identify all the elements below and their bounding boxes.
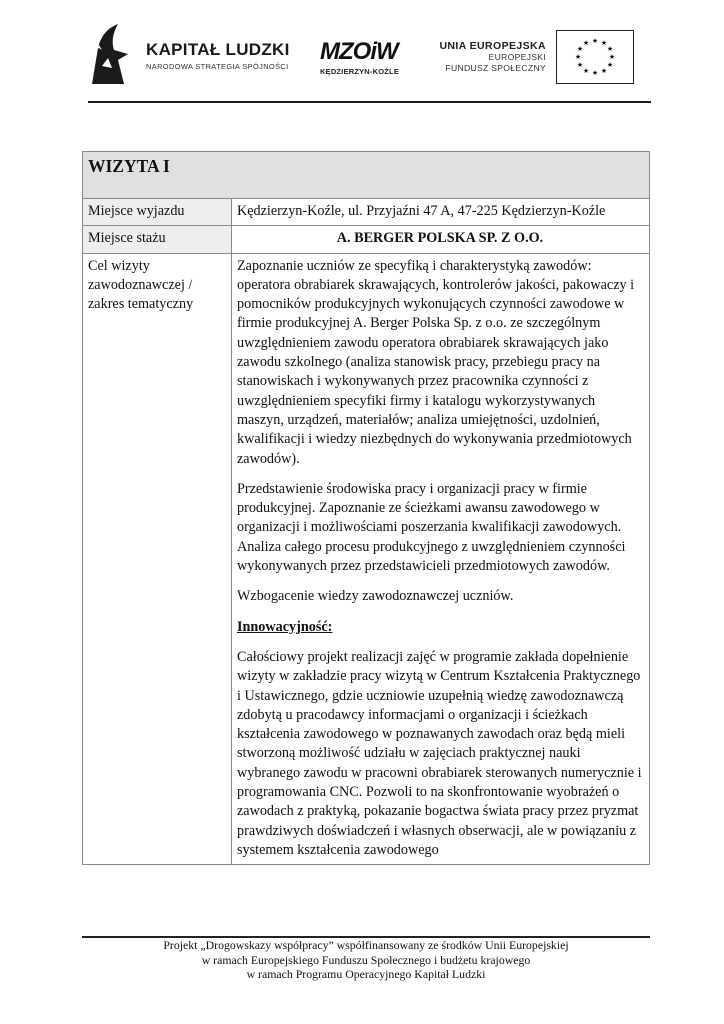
goal-label-line: zawodoznawczej / [88,276,193,293]
page-footer [82,938,650,982]
svg-text:★: ★ [574,53,582,61]
footer-line: w ramach Programu Operacyjnego Kapitał Ludzki [246,967,486,981]
kapital-ludzki-subtitle: NARODOWA STRATEGIA SPÓJNOŚCI [146,62,289,71]
page-header [88,18,651,100]
goal-label [83,253,232,865]
eu-line2: FUNDUSZ SPOŁECZNY [445,63,546,73]
goal-paragraph: Całościowy projekt realizacji zajęć w programie zakłada dopełnienie wizyty w zakładzie pracy wizytą w Centrum Kształcenia Praktycznego i Ustawicznego, gdzie uczniowie uzupełnią wiedzę zawodoznawczą zdobytą u pracodawcy informacjami o organizacji i ścieżkach kształcenia zawodowego w poznawanych zawodach oraz będą mieli stworzoną możliwość udziału w zajęciach praktycznej nauki wybranego zawodu w pracowni obrabiarek sterowanych numerycznie i programowania CNC. Pozwoli to na skonfrontowanie wyobrażeń o zawodach z praktyką, pokazanie bogactwa świata pracy przez pryzmat prawdziwych doświadczeń i własnych obserwacji, ale w powiązaniu z systemem kształcenia zawodowego [237,648,642,858]
kapital-ludzki-brand [146,40,290,71]
goal-paragraph: Wzbogacenie wiedzy zawodoznawczej uczniów. [237,588,514,605]
visit-table [82,151,650,865]
svg-text:★: ★ [600,67,608,75]
mzoiw-subtitle: KĘDZIERZYN-KOŹLE [320,67,400,76]
goal-label-line: zakres tematyczny [88,296,194,313]
svg-text:★: ★ [608,53,616,61]
kapital-ludzki-title: KAPITAŁ LUDZKI [146,40,290,59]
goal-content [232,253,650,865]
eu-brand [428,40,546,74]
innovation-heading: Innowacyjność: [237,618,333,635]
svg-text:★: ★ [591,37,599,45]
footer-line: Projekt „Drogowskazy współpracy” współfinansowany ze środków Unii Europejskiej [163,938,569,952]
internship-label: Miejsce stażu [83,226,232,253]
footer-line: w ramach Europejskiego Funduszu Społecznego i budżetu krajowego [201,952,531,967]
eu-line1: EUROPEJSKI [488,52,546,62]
svg-text:★: ★ [582,39,590,47]
goal-label-line: Cel wizyty [88,257,150,274]
departure-label: Miejsce wyjazdu [83,199,232,226]
goal-paragraph: Przedstawienie środowiska pracy i organizacji pracy w firmie produkcyjnej. Zapoznanie ze ścieżkami awansu zawodowego w organizacji i możliwościami poszerzania kwalifikacji zawodowych. Analiza całego procesu produkcyjnego z uwzględnieniem czynności wykonywanych przez przedstawicieli przedmiotowych zawodów. [237,480,626,575]
departure-value: Kędzierzyn-Koźle, ul. Przyjaźni 47 A, 47-225 Kędzierzyn-Koźle [232,199,650,226]
svg-text:★: ★ [582,67,590,75]
svg-text:★: ★ [576,61,584,69]
visit-title: WIZYTA I [83,152,650,199]
svg-text:★: ★ [606,45,614,53]
svg-text:★: ★ [606,61,614,69]
svg-text:★: ★ [600,39,608,47]
mzoiw-title: MZOiW [320,38,398,65]
header-divider [88,101,651,103]
goal-paragraph: Zapoznanie uczniów ze specyfiką i charakterystyką zawodów: operatora obrabiarek skrawających, kontrolerów jakości, pakowaczy i pomocników produkcyjnych wykonujących czynności zawodowe w firmie produkcyjnej A. Berger Polska Sp. z o.o. ze szczególnym uwzględnieniem zawodu operatora obrabiarek skrawających jako zawodu szkolnego (analiza stanowisk pracy, przebiegu pracy na stanowiskach i wykonywanych przez pracownika czynności z uwzględnieniem specyfiki firmy i katalogu wykorzystywanych maszyn, urządzeń, materiałów; analiza umiejętności, uzdolnień, kwalifikacji i wiedzy niezbędnych do wykonywania przedmiotowych zawodów). [237,257,635,467]
eu-title: UNIA EUROPEJSKA [439,40,546,52]
svg-text:★: ★ [576,45,584,53]
table-row [83,253,650,865]
table-title-row [83,152,650,199]
kapital-ludzki-logo-icon [88,20,132,86]
internship-value: A. BERGER POLSKA SP. Z O.O. [232,226,650,253]
eu-flag-icon [556,30,634,84]
table-row [83,199,650,226]
table-row [83,226,650,253]
svg-text:★: ★ [591,69,599,77]
mzoiw-logo [320,40,399,76]
